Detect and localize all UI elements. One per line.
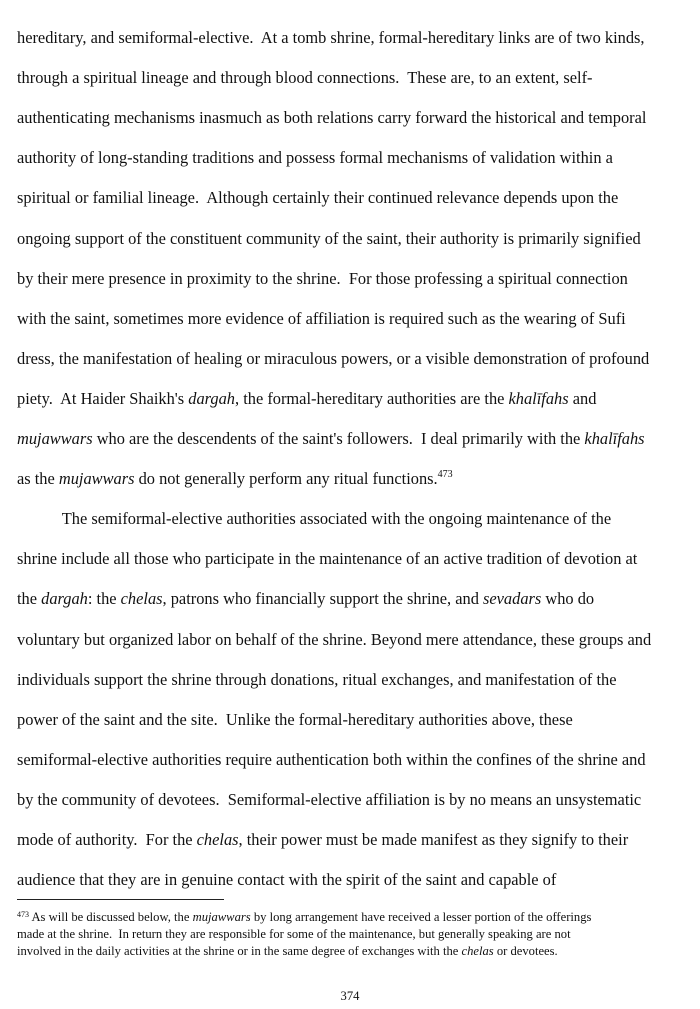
footnote-separator [17,899,224,900]
body-line: piety. At Haider Shaikh's dargah, the formal-hereditary authorities are the khalīfahs and [17,389,597,408]
page-number: 374 [340,989,360,1003]
body-line: mode of authority. For the chelas, their power must be made manifest as they signify to their [17,830,629,849]
footnote-line: involved in the daily activities at the shrine or in the same degree of exchanges with the chelas or devotees. [17,944,558,958]
body-line: The semiformal-elective authorities associated with the ongoing maintenance of the [17,509,612,528]
body-line: voluntary but organized labor on behalf of the shrine. Beyond mere attendance, these groups and [17,630,652,649]
footnote-line: made at the shrine. In return they are responsible for some of the maintenance, but generally speaking are not [17,927,571,941]
body-line: semiformal-elective authorities require authentication both within the confines of the shrine and [17,750,646,769]
body-line: spiritual or familial lineage. Although certainly their continued relevance depends upon the [17,188,619,207]
body-line: through a spiritual lineage and through blood connections. These are, to an extent, self- [17,68,593,87]
body-line: the dargah: the chelas, patrons who financially support the shrine, and sevadars who do [17,589,595,608]
body-line: by the community of devotees. Semiformal-elective affiliation is by no means an unsystematic [17,790,642,809]
body-line: dress, the manifestation of healing or miraculous powers, or a visible demonstration of profound [17,349,650,368]
body-line: shrine include all those who participate in the maintenance of an active tradition of devotion at [17,549,638,568]
body-line: individuals support the shrine through donations, ritual exchanges, and manifestation of the [17,670,617,689]
body-line: hereditary, and semiformal-elective. At a tomb shrine, formal-hereditary links are of two kinds, [17,28,645,47]
body-line: mujawwars who are the descendents of the saint's followers. I deal primarily with the khalīfahs [17,429,645,448]
body-line: with the saint, sometimes more evidence of affiliation is required such as the wearing of Sufi [17,309,626,328]
body-line: ongoing support of the constituent community of the saint, their authority is primarily signified [17,229,641,248]
body-line: authenticating mechanisms inasmuch as both relations carry forward the historical and temporal [17,108,647,127]
body-line: power of the saint and the site. Unlike the formal-hereditary authorities above, these [17,710,573,729]
body-line: as the mujawwars do not generally perform any ritual functions.$^{473}$ [17,469,453,488]
body-line: authority of long-standing traditions and possess formal mechanisms of validation within a [17,148,613,167]
footnote-line: $^{473}$ As will be discussed below, the mujawwars by long arrangement have received a lesser portion of the offerings [17,910,592,924]
body-line: audience that they are in genuine contact with the spirit of the saint and capable of [17,870,557,889]
body-line: by their mere presence in proximity to the shrine. For those professing a spiritual connection [17,269,628,288]
